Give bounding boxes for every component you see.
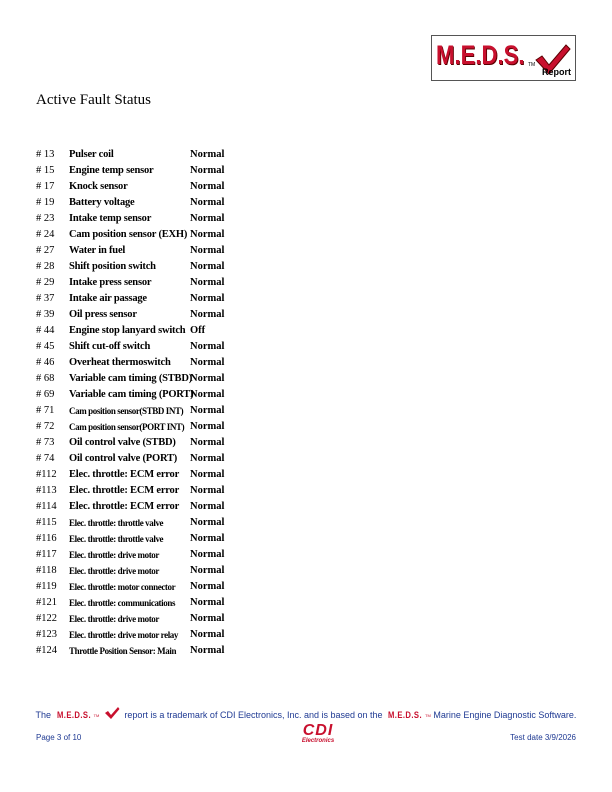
fault-status: Normal: [190, 389, 225, 400]
logo-subtitle: Report: [542, 67, 571, 77]
fault-status: Normal: [190, 469, 225, 480]
fault-code: #115: [36, 517, 57, 528]
fault-row: [36, 163, 236, 179]
fault-status: Normal: [190, 437, 225, 448]
checkmark-icon: [104, 706, 120, 720]
fault-status: Normal: [190, 181, 225, 192]
fault-row: [36, 499, 236, 515]
footer-brand-2: M.E.D.S.: [388, 710, 423, 720]
fault-code: # 19: [36, 197, 55, 208]
fault-code: # 72: [36, 421, 55, 432]
fault-code: # 73: [36, 437, 55, 448]
fault-name: Battery voltage: [69, 197, 135, 208]
fault-name: Knock sensor: [69, 181, 128, 192]
fault-code: # 23: [36, 213, 55, 224]
fault-row: [36, 531, 236, 547]
fault-status: Normal: [190, 421, 225, 432]
fault-status: Normal: [190, 245, 225, 256]
fault-status: Normal: [190, 149, 225, 160]
fault-code: # 17: [36, 181, 55, 192]
fault-status: Normal: [190, 645, 225, 656]
fault-code: #123: [36, 629, 57, 640]
fault-row: [36, 211, 236, 227]
fault-name: Intake air passage: [69, 293, 147, 304]
fault-status: Normal: [190, 277, 225, 288]
fault-row: [36, 403, 236, 419]
fault-code: # 45: [36, 341, 55, 352]
fault-list: [36, 147, 236, 659]
fault-row: [36, 195, 236, 211]
fault-code: # 13: [36, 149, 55, 160]
fault-status: Normal: [190, 293, 225, 304]
fault-status: Normal: [190, 501, 225, 512]
fault-name: Elec. throttle: drive motor relay: [69, 630, 179, 640]
fault-row: [36, 291, 236, 307]
fault-status: Normal: [190, 485, 225, 496]
fault-row: [36, 147, 236, 163]
fault-status: Normal: [190, 229, 225, 240]
fault-code: # 24: [36, 229, 55, 240]
fault-name: Oil press sensor: [69, 309, 137, 320]
fault-status: Normal: [190, 629, 225, 640]
fault-code: # 74: [36, 453, 55, 464]
cdi-logo-sub: Electronics: [301, 738, 335, 744]
cdi-electronics-logo: [288, 723, 348, 747]
footer-tm: TM: [93, 713, 100, 719]
fault-row: [36, 515, 236, 531]
fault-name: Water in fuel: [69, 245, 126, 256]
fault-name: Shift position switch: [69, 261, 156, 272]
fault-status: Normal: [190, 165, 225, 176]
fault-code: # 44: [36, 325, 55, 336]
fault-row: [36, 339, 236, 355]
fault-name: Cam position sensor(STBD INT): [69, 406, 184, 416]
page-number: Page 3 of 10: [36, 733, 82, 742]
fault-name: Oil control valve (PORT): [69, 453, 178, 464]
fault-status: Normal: [190, 533, 225, 544]
fault-code: #116: [36, 533, 57, 544]
fault-row: [36, 227, 236, 243]
fault-row: [36, 371, 236, 387]
footer-mid: report is a trademark of CDI Electronics, Inc. and is based on the: [124, 710, 383, 720]
fault-row: [36, 259, 236, 275]
fault-status: Normal: [190, 373, 225, 384]
fault-code: #119: [36, 581, 57, 592]
fault-status: Normal: [190, 613, 225, 624]
footer-brand: M.E.D.S.: [56, 710, 91, 720]
fault-code: # 37: [36, 293, 55, 304]
fault-row: [36, 419, 236, 435]
fault-status: Normal: [190, 261, 225, 272]
footer-pre: The: [35, 710, 52, 720]
test-date: Test date 3/9/2026: [510, 733, 576, 742]
fault-row: [36, 611, 236, 627]
fault-row: [36, 355, 236, 371]
fault-name: Elec. throttle: drive motor: [69, 566, 159, 576]
fault-name: Engine temp sensor: [69, 165, 154, 176]
fault-code: # 29: [36, 277, 55, 288]
fault-row: [36, 643, 236, 659]
fault-row: [36, 547, 236, 563]
fault-name: Cam position sensor (EXH): [69, 229, 188, 240]
fault-status: Normal: [190, 517, 225, 528]
fault-name: Oil control valve (STBD): [69, 437, 176, 448]
fault-name: Intake temp sensor: [69, 213, 152, 224]
fault-status: Normal: [190, 405, 225, 416]
fault-row: [36, 307, 236, 323]
fault-name: Cam position sensor(PORT INT): [69, 422, 185, 432]
fault-status: Normal: [190, 341, 225, 352]
meds-report-logo: [431, 35, 576, 81]
fault-status: Normal: [190, 565, 225, 576]
fault-code: #113: [36, 485, 57, 496]
fault-code: # 28: [36, 261, 55, 272]
fault-status: Normal: [190, 197, 225, 208]
fault-row: [36, 451, 236, 467]
fault-code: # 68: [36, 373, 55, 384]
fault-code: #118: [36, 565, 57, 576]
fault-name: Intake press sensor: [69, 277, 152, 288]
fault-code: #124: [36, 645, 57, 656]
fault-status: Normal: [190, 213, 225, 224]
fault-name: Variable cam timing (PORT): [69, 389, 194, 400]
cdi-logo-text: CDI: [302, 722, 334, 739]
fault-code: #121: [36, 597, 57, 608]
fault-name: Elec. throttle: ECM error: [69, 485, 180, 496]
fault-row: [36, 387, 236, 403]
fault-status: Normal: [190, 549, 225, 560]
fault-row: [36, 435, 236, 451]
fault-code: # 46: [36, 357, 55, 368]
fault-name: Elec. throttle: drive motor: [69, 614, 159, 624]
fault-row: [36, 483, 236, 499]
fault-status: Normal: [190, 357, 225, 368]
footer-post: Marine Engine Diagnostic Software.: [433, 710, 577, 720]
fault-name: Elec. throttle: throttle valve: [69, 518, 164, 528]
fault-status: Off: [190, 325, 206, 336]
fault-row: [36, 579, 236, 595]
fault-name: Variable cam timing (STBD): [69, 373, 193, 384]
fault-name: Pulser coil: [69, 149, 114, 160]
fault-row: [36, 179, 236, 195]
fault-name: Elec. throttle: throttle valve: [69, 534, 164, 544]
fault-code: # 27: [36, 245, 55, 256]
fault-name: Elec. throttle: drive motor: [69, 550, 159, 560]
fault-status: Normal: [190, 597, 225, 608]
fault-code: #114: [36, 501, 57, 512]
fault-name: Overheat thermoswitch: [69, 357, 171, 368]
fault-name: Elec. throttle: motor connector: [69, 582, 176, 592]
fault-code: #112: [36, 469, 57, 480]
logo-brand: M.E.D.S.: [436, 40, 525, 70]
fault-row: [36, 243, 236, 259]
fault-name: Shift cut-off switch: [69, 341, 151, 352]
fault-row: [36, 323, 236, 339]
fault-row: [36, 627, 236, 643]
page-title: Active Fault Status: [36, 92, 151, 108]
fault-row: [36, 595, 236, 611]
fault-row: [36, 467, 236, 483]
fault-name: Engine stop lanyard switch: [69, 325, 186, 336]
fault-code: # 69: [36, 389, 55, 400]
fault-status: Normal: [190, 309, 225, 320]
fault-status: Normal: [190, 581, 225, 592]
fault-status: Normal: [190, 453, 225, 464]
fault-name: Throttle Position Sensor: Main: [69, 646, 177, 656]
footer-tm-2: TM: [425, 713, 431, 719]
fault-code: # 71: [36, 405, 55, 416]
trademark-notice: [0, 706, 612, 720]
fault-row: [36, 275, 236, 291]
logo-tm: TM: [528, 62, 536, 68]
fault-name: Elec. throttle: communications: [69, 598, 176, 608]
fault-code: # 15: [36, 165, 55, 176]
fault-code: # 39: [36, 309, 55, 320]
fault-code: #122: [36, 613, 57, 624]
fault-name: Elec. throttle: ECM error: [69, 469, 180, 480]
fault-code: #117: [36, 549, 57, 560]
fault-row: [36, 563, 236, 579]
fault-name: Elec. throttle: ECM error: [69, 501, 180, 512]
